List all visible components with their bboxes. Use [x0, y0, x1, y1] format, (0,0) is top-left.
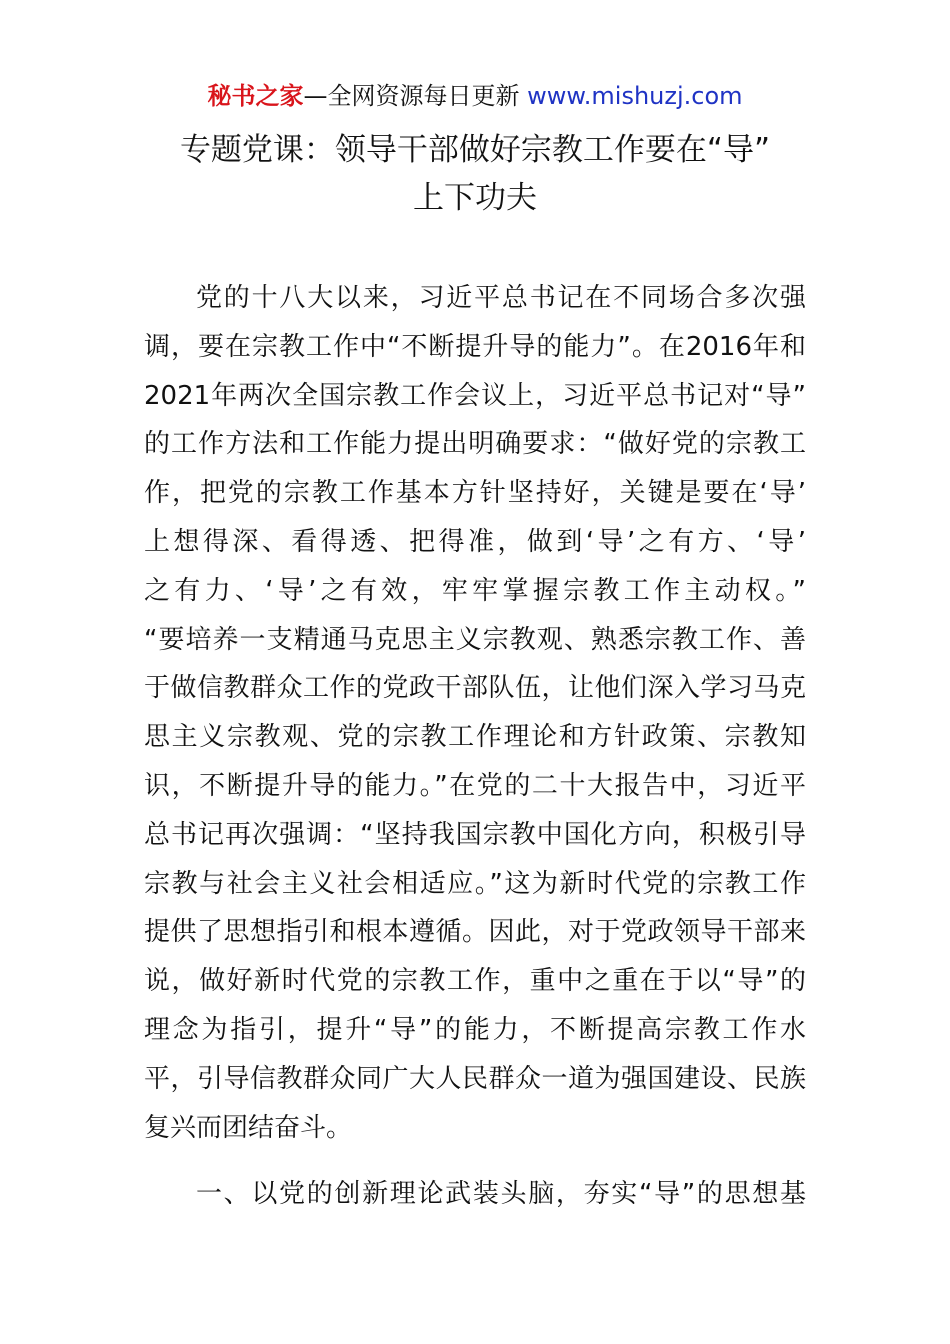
site-header	[0, 80, 950, 112]
body-paragraph	[144, 274, 806, 1152]
body-line: 调，要在宗教工作中“不断提升导的能力”。在2016年和	[144, 331, 806, 362]
body-line: 上想得深、看得透、把得准，做到‘导’之有方、‘导’	[144, 526, 806, 557]
body-line: 作，把党的宗教工作基本方针坚持好，关键是要在‘导’	[144, 478, 806, 509]
title-line-1: 专题党课：领导干部做好宗教工作要在“导”	[179, 132, 771, 168]
body-line: 之有力、‘导’之有效，牢牢掌握宗教工作主动权。”	[144, 575, 806, 606]
body-line: 识，不断提升导的能力。”在党的二十大报告中，习近平	[144, 770, 806, 801]
body-line: 思主义宗教观、党的宗教工作理论和方针政策、宗教知	[144, 722, 806, 753]
header-tagline: —全网资源每日更新	[303, 82, 520, 110]
title-line-2: 上下功夫	[413, 180, 537, 216]
body-line: 2021年两次全国宗教工作会议上，习近平总书记对“导”	[144, 380, 806, 411]
site-url-link[interactable]: www.mishuzj.com	[527, 82, 743, 110]
body-line: 复兴而团结奋斗。	[144, 1112, 353, 1143]
body-line: 宗教与社会主义社会相适应。”这为新时代党的宗教工作	[144, 868, 806, 899]
document-title	[100, 126, 850, 222]
brand-name: 秘书之家	[207, 82, 304, 110]
body-line: 总书记再次强调：“坚持我国宗教中国化方向，积极引导	[144, 819, 806, 850]
body-line: 党的十八大以来，习近平总书记在不同场合多次强	[196, 283, 806, 313]
body-line: 提供了思想指引和根本遵循。因此，对于党政领导干部来	[144, 917, 806, 948]
body-line: 理念为指引，提升“导”的能力，不断提高宗教工作水	[144, 1014, 806, 1045]
body-line: “要培养一支精通马克思主义宗教观、熟悉宗教工作、善	[144, 624, 806, 655]
body-line: 平，引导信教群众同广大人民群众一道为强国建设、民族	[144, 1063, 806, 1094]
section-heading-block	[144, 1170, 806, 1219]
section-heading: 一、以党的创新理论武装头脑，夯实“导”的思想基	[196, 1179, 806, 1209]
body-line: 的工作方法和工作能力提出明确要求：“做好党的宗教工	[144, 429, 806, 460]
body-line: 说，做好新时代党的宗教工作，重中之重在于以“导”的	[144, 966, 806, 997]
body-line: 于做信教群众工作的党政干部队伍，让他们深入学习马克	[144, 673, 806, 704]
